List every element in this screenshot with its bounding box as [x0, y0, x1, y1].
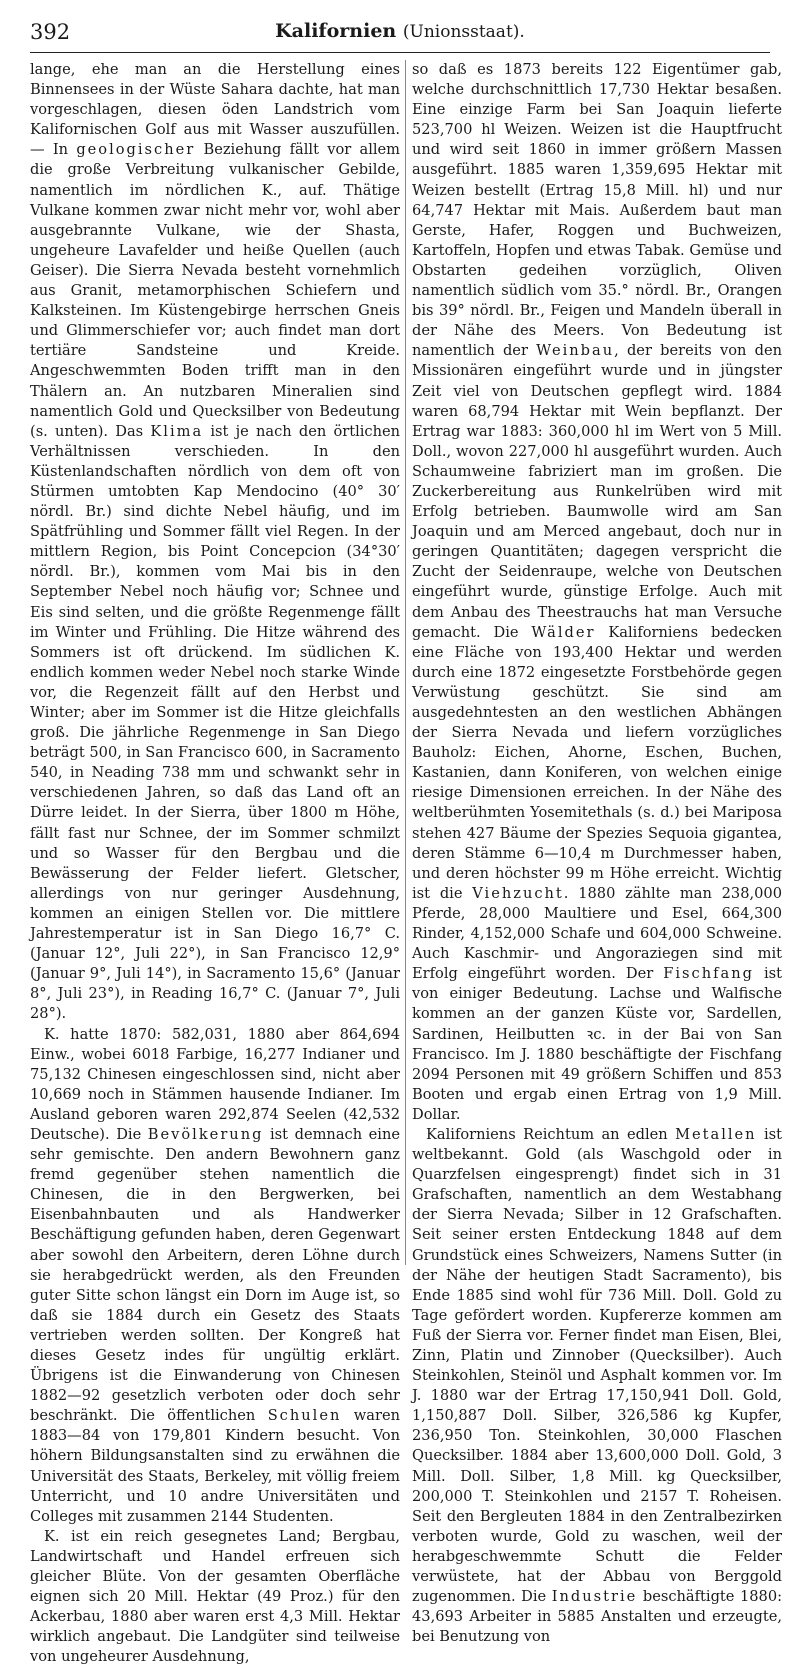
keyword-geologischer: geologischer: [76, 141, 196, 159]
keyword-fischfang: Fischfang: [663, 965, 754, 983]
column-divider: [405, 60, 406, 1265]
paragraph-agriculture: so daß es 1873 bereits 122 Eigentümer gab, welche durchschnittlich 17,730 Hektar besaßen. Eine einzige Farm bei San Joaquin lieferte 523,700 hl Weizen. Weizen ist die Hauptfrucht und wird seit 1860 in immer größern Massen ausgeführt. 1885 waren 1,359,695 Hektar mit Weizen bestellt (Ertrag 15,8 Mill. hl) und nur 64,747 Hektar mit Mais. Außerdem baut man Gerste, Hafer, Roggen und Buchweizen, Kartoffeln, Hopfen und etwas Tabak. Gemüse und Obstarten gedeihen vorzüglich, Oliven namentlich südlich vom 35.° nördl. Br., Orangen bis 39° nördl. Br., Feigen und Mandeln überall in der Nähe des Meers. Von Bedeutung ist namentlich der Weinbau, der bereits von den Missionären eingeführt wurde und in jüngster Zeit viel von Deutschen gepflegt wird. 1884 waren 68,794 Hektar mit Wein bepflanzt. Der Ertrag war 1883: 360,000 hl im Wert von 5 Mill. Doll., wovon 227,000 hl ausgeführt wurden. Auch Schaumweine fabriziert man im großen. Die Zuckerbereitung aus Runkelrüben wird mit Erfolg betrieben. Baumwolle wird am San Joaquin und am Merced angebaut, doch nur in geringen Quantitäten; dagegen verspricht die Zucht der Seidenraupe, welche von Deutschen eingeführt wurde, günstige Erfolge. Auch mit dem Anbau des Theestrauchs hat man Versuche gemacht. Die Wälder Kaliforniens bedecken eine Fläche von 193,400 Hektar und werden durch eine 1872 eingesetzte Forstbehörde gegen Verwüstung geschützt. Sie sind am ausgedehntesten an den westlichen Abhängen der Sierra Nevada und liefern vorzügliches Bauholz: Eichen, Ahorne, Eschen, Buchen, Kastanien, dann Koniferen, von welchen einige riesige Dimensionen erreichen. In der Nähe des weltberühmten Yosemitethals (s. d.) bei Mariposa stehen 427 Bäume der Spezies Sequoia gigantea, deren Stämme 6—10,4 m Durchmesser haben, und deren höchster 99 m Höhe erreicht. Wichtig ist die Viehzucht. 1880 zählte man 238,000 Pferde, 28,000 Maultiere und Esel, 664,300 Rinder, 4,152,000 Schafe und 604,000 Schweine. Auch Kaschmir- und Angoraziegen sind mit Erfolg eingeführt worden. Der Fischfang ist von einiger Bedeutung. Lachse und Walfische kommen an der ganzen Küste vor, Sardellen, Sardinen, Heilbutten ꝛc. in der Bai von San Francisco. Im J. 1880 beschäftigte der Fischfang 2094 Personen mit 49 größern Schiffen und 853 Booten und ergab einen Ertrag von 1,9 Mill. Dollar.: [412, 61, 782, 1123]
keyword-schulen: Schulen: [267, 1407, 342, 1425]
left-column: [30, 60, 401, 1666]
paragraph-geology-climate: lange, ehe man an die Herstellung eines Binnensees in der Wüste Sahara dachte, hat man vorgeschlagen, diesen öden Landstrich vom Kalifornischen Golf aus mit Wasser auszufüllen. — In geologischer Beziehung fällt vor allem die große Verbreitung vulkanischer Gebilde, namentlich im nördlichen K., auf. Thätige Vulkane kommen zwar nicht mehr vor, wohl aber ausgebrannte Vulkane, wie der Shasta, ungeheure Lavafelder und heiße Quellen (auch Geiser). Die Sierra Nevada besteht vornehmlich aus Granit, metamorphischen Schiefern und Kalksteinen. Im Küstengebirge herrschen Gneis und Glimmerschiefer vor; auch findet man dort tertiäre Sandsteine und Kreide. Angeschwemmten Boden trifft man in den Thälern an. An nutzbaren Mineralien sind namentlich Gold und Quecksilber von Bedeutung (s. unten). Das Klima ist je nach den örtlichen Verhältnissen verschieden. In den Küstenlandschaften nördlich von dem oft von Stürmen umtobten Kap Mendocino (40° 30′ nördl. Br.) sind dichte Nebel häufig, und im Spätfrühling und Sommer fällt viel Regen. In der mittlern Region, bis Point Concepcion (34°30′ nördl. Br.), kommen vom Mai bis in den September Nebel noch häufig vor; Schnee und Eis sind selten, und die größte Regenmenge fällt im Winter und Frühling. Die Hitze während des Sommers ist oft drückend. Im südlichen K. endlich kommen weder Nebel noch starke Winde vor, die Regenzeit fällt auf den Herbst und Winter; aber im Sommer ist die Hitze gleichfalls groß. Die jährliche Regenmenge in San Diego beträgt 500, in San Francisco 600, in Sacramento 540, in Neading 738 mm und schwankt sehr in verschiedenen Jahren, so daß das Land oft an Dürre leidet. In der Sierra, über 1800 m Höhe, fällt fast nur Schnee, der im Sommer schmilzt und so Wasser für den Bergbau und die Bewässerung der Felder liefert. Gletscher, allerdings von nur geringer Ausdehnung, kommen an einigen Stellen vor. Die mittlere Jahrestemperatur ist in San Diego 16,7° C. (Januar 12°, Juli 22°), in San Francisco 12,9° (Januar 9°, Juli 14°), in Sacramento 15,6° (Januar 8°, Juli 23°), in Reading 16,7° C. (Januar 7°, Juli 28°).: [30, 61, 401, 1023]
keyword-weinbau: Weinbau: [536, 342, 615, 360]
keyword-bevoelkerung: Bevölkerung: [147, 1125, 264, 1143]
subtitle: (Unionsstaat).: [402, 22, 525, 42]
keyword-metallen: Metallen: [675, 1125, 757, 1143]
paragraph-metals: Kaliforniens Reichtum an edlen Metallen ist weltbekannt. Gold (als Waschgold oder in Quarzfelsen eingesprengt) findet sich in 31 Grafschaften, namentlich an dem Westabhang der Sierra Nevada; Silber in 12 Grafschaften. Seit seiner ersten Entdeckung 1848 auf dem Grundstück eines Schweizers, Namens Sutter (in der Nähe der heutigen Stadt Sacramento), bis Ende 1885 sind wohl für 736 Mill. Doll. Gold zu Tage gefördert worden. Kupfererze kommen am Fuß der Sierra vor. Ferner findet man Eisen, Blei, Zinn, Platin und Zinnober (Quecksilber). Auch Steinkohlen, Steinöl und Asphalt kommen vor. Im J. 1880 war der Ertrag 17,150,941 Doll. Gold, 1,150,887 Doll. Silber, 326,586 kg Kupfer, 236,950 Ton. Steinkohlen, 30,000 Flaschen Quecksilber. 1884 aber 13,600,000 Doll. Gold, 3 Mill. Doll. Silber, 1,8 Mill. kg Quecksilber, 200,000 T. Steinkohlen und 2157 T. Roheisen. Seit den Bergleuten 1884 in den Zentralbezirken verboten wurde, Gold zu waschen, weil der herabgeschwemmte Schutt die Felder verwüstete, hat der Abbau von Berggold zugenommen. Die Industrie beschäftigte 1880: 43,693 Arbeiter in 5885 Anstalten und erzeugte, bei Benutzung von: [412, 1125, 783, 1646]
paragraph-economy: K. ist ein reich gesegnetes Land; Bergbau, Landwirtschaft und Handel erfreuen sich gleicher Blüte. Von der gesamten Oberfläche eignen sich 20 Mill. Hektar (49 Proz.) für den Ackerbau, 1880 aber waren erst 4,3 Mill. Hektar wirklich angebaut. Die Landgüter sind teilweise von ungeheurer Ausdehnung,: [30, 1527, 400, 1666]
paragraph-population: K. hatte 1870: 582,031, 1880 aber 864,694 Einw., wobei 6018 Farbige, 16,277 Indianer und 75,132 Chinesen eingeschlossen sind, nicht aber 10,669 noch in Stämmen hausende Indianer. Im Ausland geboren waren 292,874 Seelen (42,532 Deutsche). Die Bevölkerung ist demnach eine sehr gemischte. Den andern Bewohnern ganz fremd gegenüber stehen namentlich die Chinesen, die in den Bergwerken, bei Eisenbahnbauten und als Handwerker Beschäftigung gefunden haben, deren Gegenwart aber sowohl den Arbeitern, deren Löhne durch sie herabgedrückt werden, als den Freunden guter Sitte schon längst ein Dorn im Auge ist, so daß sie 1884 durch ein Gesetz des Staats vertrieben werden sollten. Der Kongreß hat dieses Gesetz indes für ungültig erklärt. Übrigens ist die Einwanderung von Chinesen 1882—92 gesetzlich verboten oder doch sehr beschränkt. Die öffentlichen Schulen waren 1883—84 von 179,801 Kindern besucht. Von höhern Bildungsanstalten sind zu erwähnen die Universität des Staats, Berkeley, mit völlig freiem Unterricht, und 10 andre Universitäten und Colleges mit zusammen 2144 Studenten.: [30, 1025, 400, 1525]
page-number: 392: [30, 20, 71, 44]
running-title: [30, 20, 770, 42]
keyword-klima: Klima: [150, 422, 204, 440]
keyword-viehzucht: Viehzucht: [472, 884, 564, 902]
keyword-industrie: Industrie: [551, 1588, 638, 1606]
right-column: [412, 60, 783, 1646]
running-header: [30, 18, 770, 53]
keyword-waelder: Wälder: [531, 623, 596, 641]
title: Kalifornien: [275, 20, 397, 42]
